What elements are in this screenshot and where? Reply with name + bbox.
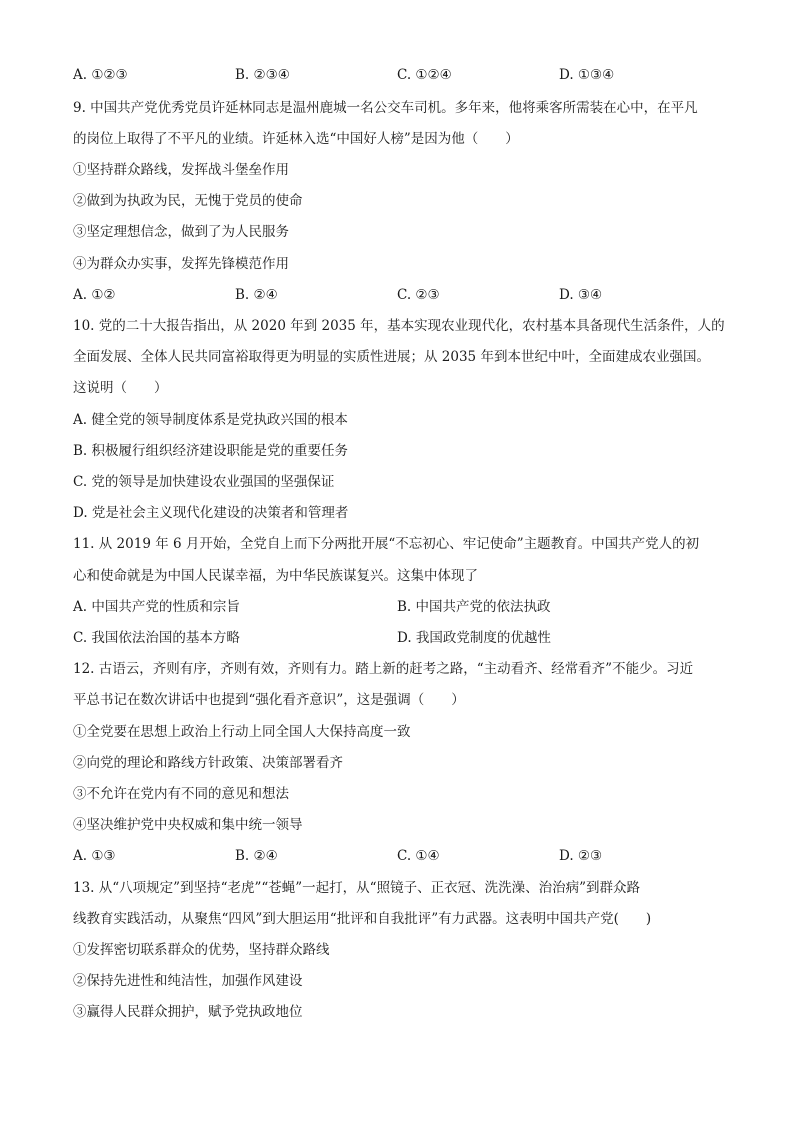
q12-stem-line-2: 平总书记在数次讲话中也提到“强化看齐意识”，这是强调（ ） bbox=[73, 692, 465, 708]
q10-option-c: C. 党的领导是加快建设农业强国的坚强保证 bbox=[73, 474, 335, 490]
q10-option-b: B. 积极履行组织经济建设职能是党的重要任务 bbox=[73, 443, 349, 459]
q12-option-a: A. ①③ bbox=[73, 848, 116, 864]
q13-stem-line-2: 线教育实践活动，从聚焦“四风”到大胆运用“批评和自我批评”有力武器。这表明中国共产党( ) bbox=[73, 911, 652, 927]
q9-stem-line-2: 的岗位上取得了不平凡的业绩。许延林入选“中国好人榜”是因为他（ ） bbox=[73, 131, 519, 147]
q12-item-4: ④坚决维护党中央权威和集中统一领导 bbox=[73, 817, 303, 833]
q11-option-b: B. 中国共产党的依法执政 bbox=[397, 599, 551, 615]
q12-stem-line-1: 12. 古语云，齐则有序，齐则有效，齐则有力。踏上新的赶考之路，“主动看齐、经常看齐”不能少。习近 bbox=[73, 661, 694, 677]
q10-option-a: A. 健全党的领导制度体系是党执政兴国的根本 bbox=[73, 412, 348, 428]
q8-option-d: D. ①③④ bbox=[559, 67, 615, 83]
q10-stem-line-3: 这说明（ ） bbox=[73, 380, 168, 396]
q9-option-c: C. ②③ bbox=[397, 287, 440, 303]
q12-item-2: ②向党的理论和路线方针政策、决策部署看齐 bbox=[73, 755, 343, 771]
q13-item-3: ③赢得人民群众拥护，赋予党执政地位 bbox=[73, 1004, 303, 1020]
q9-stem-line-1: 9. 中国共产党优秀党员许延林同志是温州鹿城一名公交车司机。多年来，他将乘客所需装在心中，在平凡 bbox=[73, 100, 698, 116]
q11-option-a: A. 中国共产党的性质和宗旨 bbox=[73, 599, 240, 615]
q9-options bbox=[73, 285, 723, 305]
q12-option-b: B. ②④ bbox=[235, 848, 278, 864]
q10-stem-line-1: 10. 党的二十大报告指出，从 2020 年到 2035 年，基本实现农业现代化，农村基本具备现代生活条件，人的 bbox=[73, 318, 725, 334]
q11-stem-line-1: 11. 从 2019 年 6 月开始，全党自上而下分两批开展“不忘初心、牢记使命”主题教育。中国共产党人的初 bbox=[73, 536, 700, 552]
q8-option-c: C. ①②④ bbox=[397, 67, 452, 83]
q9-option-b: B. ②④ bbox=[235, 287, 278, 303]
q9-item-2: ②做到为执政为民，无愧于党员的使命 bbox=[73, 193, 303, 209]
q9-item-4: ④为群众办实事，发挥先锋模范作用 bbox=[73, 256, 289, 272]
q8-option-b: B. ②③④ bbox=[235, 67, 290, 83]
q12-option-c: C. ①④ bbox=[397, 848, 440, 864]
q9-item-3: ③坚定理想信念，做到了为人民服务 bbox=[73, 224, 289, 240]
q12-options bbox=[73, 846, 723, 866]
q10-option-d: D. 党是社会主义现代化建设的决策者和管理者 bbox=[73, 505, 349, 521]
q8-options bbox=[73, 65, 723, 85]
q13-item-2: ②保持先进性和纯洁性，加强作风建设 bbox=[73, 973, 303, 989]
q9-option-a: A. ①② bbox=[73, 287, 116, 303]
q9-option-d: D. ③④ bbox=[559, 287, 603, 303]
q10-stem-line-2: 全面发展、全体人民共同富裕取得更为明显的实质性进展；从 2035 年到本世纪中叶，全面建成农业强国。 bbox=[73, 349, 710, 365]
q13-stem-line-1: 13. 从“八项规定”到坚持“老虎”“苍蝇”一起打，从“照镜子、正衣冠、洗洗澡、治治病”到群众路 bbox=[73, 880, 640, 896]
q11-stem-line-2: 心和使命就是为中国人民谋幸福，为中华民族谋复兴。这集中体现了 bbox=[73, 568, 478, 584]
q12-item-3: ③不允许在党内有不同的意见和想法 bbox=[73, 786, 289, 802]
q11-option-d: D. 我国政党制度的优越性 bbox=[397, 630, 551, 646]
q12-item-1: ①全党要在思想上政治上行动上同全国人大保持高度一致 bbox=[73, 724, 411, 740]
q9-item-1: ①坚持群众路线，发挥战斗堡垒作用 bbox=[73, 162, 289, 178]
q8-option-a: A. ①②③ bbox=[73, 67, 128, 83]
q11-options-row-1 bbox=[73, 597, 723, 617]
q11-options-row-2 bbox=[73, 628, 723, 648]
q12-option-d: D. ②③ bbox=[559, 848, 603, 864]
q13-item-1: ①发挥密切联系群众的优势，坚持群众路线 bbox=[73, 942, 330, 958]
q11-option-c: C. 我国依法治国的基本方略 bbox=[73, 630, 240, 646]
